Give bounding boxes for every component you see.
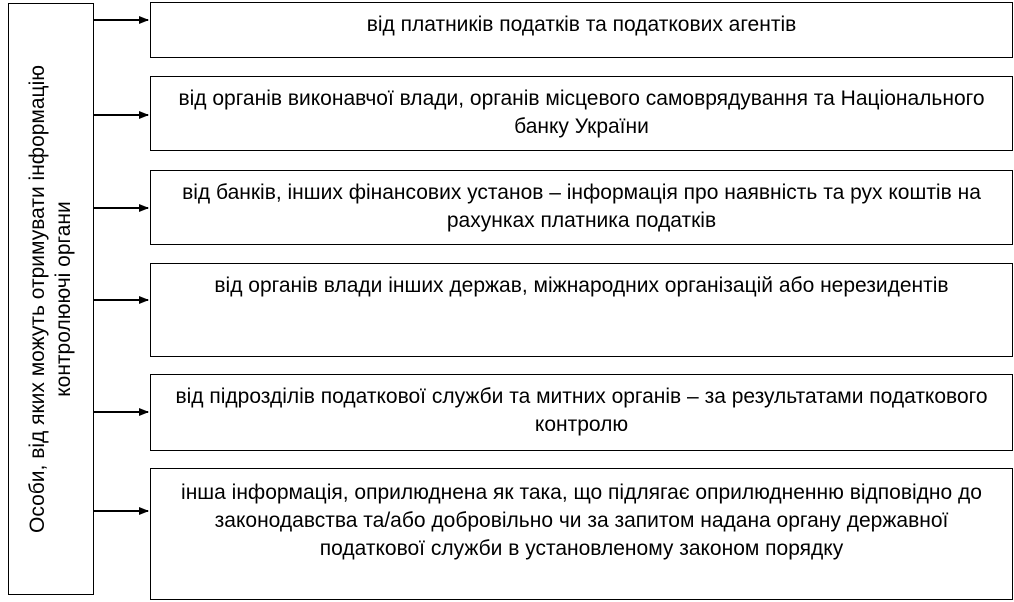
source-text-5: від підрозділів податкової служби та митних органів – за результатами податкового контролю xyxy=(175,385,988,436)
source-box-3 xyxy=(150,170,1013,245)
source-box-1 xyxy=(150,2,1013,58)
source-box-2 xyxy=(150,76,1013,151)
source-text-4: від органів влади інших держав, міжнародних організацій або нерезидентів xyxy=(214,274,949,297)
source-box-5 xyxy=(150,374,1013,451)
source-text-6: інша інформація, оприлюднена як така, що підлягає оприлюдненню відповідно до законодавства та/або добровільно чи за запитом надана органу державної податкової служби в установленому законом порядку xyxy=(181,481,982,560)
source-text-3: від банків, інших фінансових установ – інформація про наявність та рух коштів на рахунках платника податків xyxy=(182,181,981,232)
source-box-4 xyxy=(150,263,1013,357)
source-text-2: від органів виконавчої влади, органів місцевого самоврядування та Національного банку України xyxy=(178,87,985,138)
source-box-6 xyxy=(150,468,1013,600)
source-category-label: Особи, від яких можуть отримувати інформацію контролюючі органи xyxy=(26,65,75,533)
source-text-1: від платників податків та податкових агентів xyxy=(366,13,797,36)
